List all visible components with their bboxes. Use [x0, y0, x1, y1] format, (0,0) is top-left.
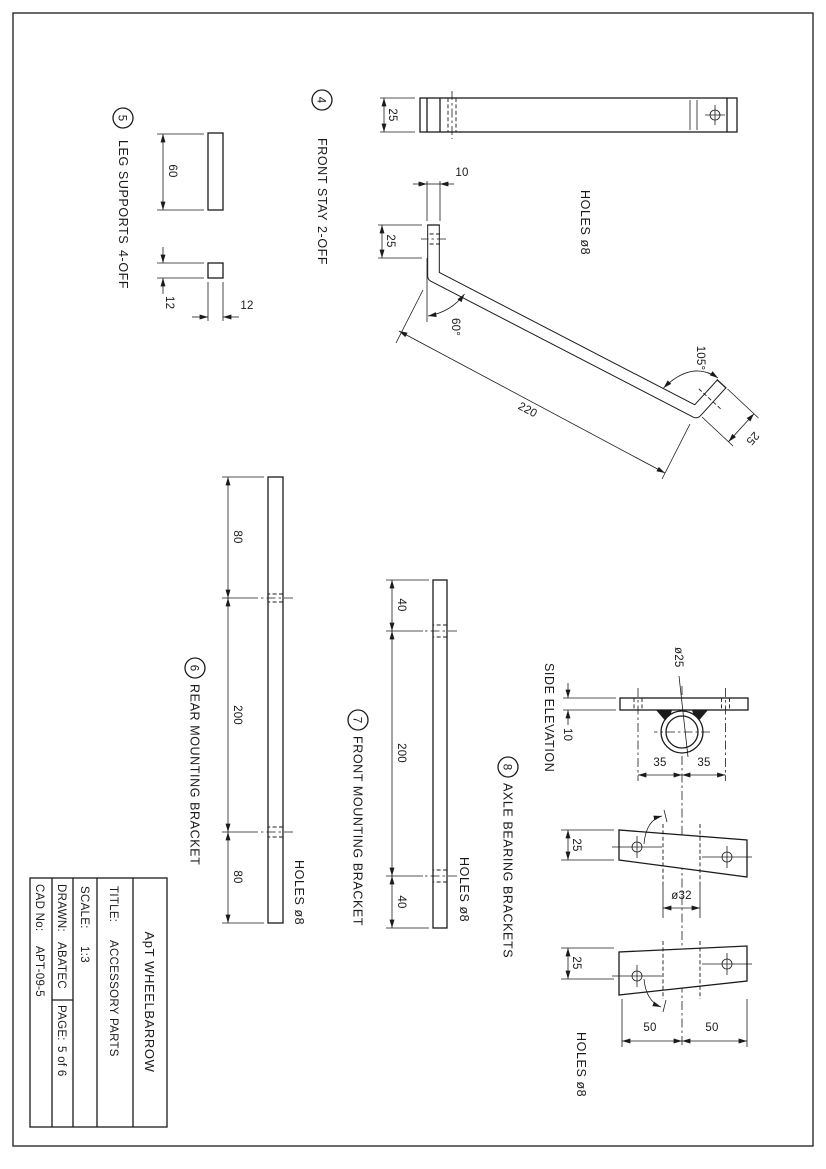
dim-front-stay-end-angle	[664, 346, 719, 388]
front-bracket-view	[423, 580, 457, 928]
svg-text:80: 80	[231, 870, 243, 884]
part-leg-supports	[113, 108, 254, 321]
title-block-drawn: ABATEC	[55, 942, 67, 989]
dim-front-bracket	[386, 580, 429, 928]
dim-rear-bracket	[222, 477, 264, 923]
svg-text:40: 40	[395, 895, 407, 909]
title-block-page: 5 of 6	[55, 1046, 67, 1077]
dim-axle-plate2-width	[561, 948, 614, 979]
svg-text:35: 35	[653, 757, 667, 769]
dim-axle-plate-spacing-50	[622, 999, 747, 1047]
svg-text:ø25: ø25	[672, 647, 684, 668]
svg-text:25: 25	[384, 234, 396, 248]
svg-text:105°: 105°	[694, 345, 706, 371]
svg-text:25: 25	[570, 838, 582, 852]
svg-text:12: 12	[240, 300, 254, 312]
balloon-7-number: 7	[350, 716, 363, 724]
svg-text:200: 200	[395, 743, 407, 763]
dim-axle-plate-thickness	[561, 683, 616, 741]
dim-leg-support-width	[192, 282, 254, 321]
title-block-drawn-label: DRAWN:	[55, 884, 67, 933]
svg-text:50: 50	[705, 1022, 719, 1034]
dim-axle-tube-od	[663, 884, 700, 918]
axle-brackets-holes-note: HOLES ø8	[574, 1032, 588, 1098]
part-axle-brackets-label	[498, 757, 518, 958]
svg-text:60: 60	[166, 164, 178, 178]
balloon-4-number: 4	[314, 96, 327, 104]
part-front-bracket-label	[348, 710, 368, 926]
part-front-stay	[312, 90, 761, 479]
svg-text:12: 12	[163, 296, 175, 310]
part-4-qty: 2-OFF	[315, 226, 329, 266]
part-front-stay-label	[312, 90, 332, 265]
side-elevation-label: SIDE ELEVATION	[542, 663, 556, 773]
dim-axle-plate1-width	[561, 830, 614, 860]
svg-text:220: 220	[515, 400, 539, 421]
svg-text:200: 200	[231, 705, 243, 725]
dim-leg-support-length	[157, 134, 204, 210]
svg-text:10: 10	[455, 167, 469, 179]
part-rear-bracket-label	[185, 658, 205, 865]
svg-text:35: 35	[697, 757, 711, 769]
title-block-title: ACCESSORY PARTS	[107, 940, 119, 1057]
title-block-cad-no: APT-09-5	[33, 946, 45, 997]
svg-text:10: 10	[561, 728, 573, 742]
part-axle-brackets	[498, 647, 752, 1097]
leg-support-side-view	[208, 133, 223, 210]
part-5-name: LEG SUPPORTS	[116, 140, 130, 245]
part-5-qty: 4-OFF	[116, 250, 130, 290]
svg-text:25: 25	[386, 108, 398, 122]
svg-text:40: 40	[395, 598, 407, 612]
balloon-6-number: 6	[187, 664, 200, 672]
title-block-title-label: TITLE:	[107, 886, 119, 923]
title-block-company: ApT WHEELBARROW	[142, 931, 157, 1073]
front-bracket-holes-note: HOLES ø8	[457, 857, 471, 923]
svg-text:ø32: ø32	[671, 890, 692, 902]
part-6-name: REAR MOUNTING BRACKET	[187, 684, 202, 866]
leg-support-end-view	[208, 263, 223, 278]
front-stay-holes-note: HOLES ø8	[578, 190, 592, 256]
svg-text:25: 25	[570, 956, 582, 970]
part-leg-supports-label	[113, 108, 133, 289]
dim-front-stay-width	[380, 98, 415, 132]
dim-front-stay-leg-offset	[413, 167, 469, 221]
rear-bracket-view	[258, 477, 293, 923]
title-block	[30, 878, 167, 1127]
part-8-name: AXLE BEARING BRACKETS	[500, 783, 515, 959]
title-block-scale-label: SCALE:	[78, 886, 90, 929]
title-block-page-label: PAGE:	[55, 1005, 67, 1041]
balloon-8-number: 8	[500, 763, 513, 771]
svg-text:25: 25	[743, 429, 762, 447]
front-stay-plan-view	[420, 91, 737, 139]
svg-text:60°: 60°	[449, 318, 461, 336]
svg-text:80: 80	[231, 530, 243, 544]
rear-bracket-holes-note: HOLES ø8	[292, 860, 306, 926]
dim-leg-support-thickness	[157, 247, 204, 309]
part-7-name: FRONT MOUNTING BRACKET	[350, 736, 365, 927]
svg-text:50: 50	[643, 1022, 657, 1034]
title-block-cad-label: CAD No:	[33, 884, 45, 932]
part-front-bracket	[348, 580, 471, 928]
title-block-scale: 1:3	[78, 946, 90, 963]
front-stay-elevation-view	[421, 225, 726, 412]
part-4-name: FRONT STAY	[315, 138, 329, 222]
part-rear-bracket	[185, 477, 306, 925]
balloon-5-number: 5	[115, 114, 128, 122]
dim-front-stay-end-length	[378, 225, 422, 258]
